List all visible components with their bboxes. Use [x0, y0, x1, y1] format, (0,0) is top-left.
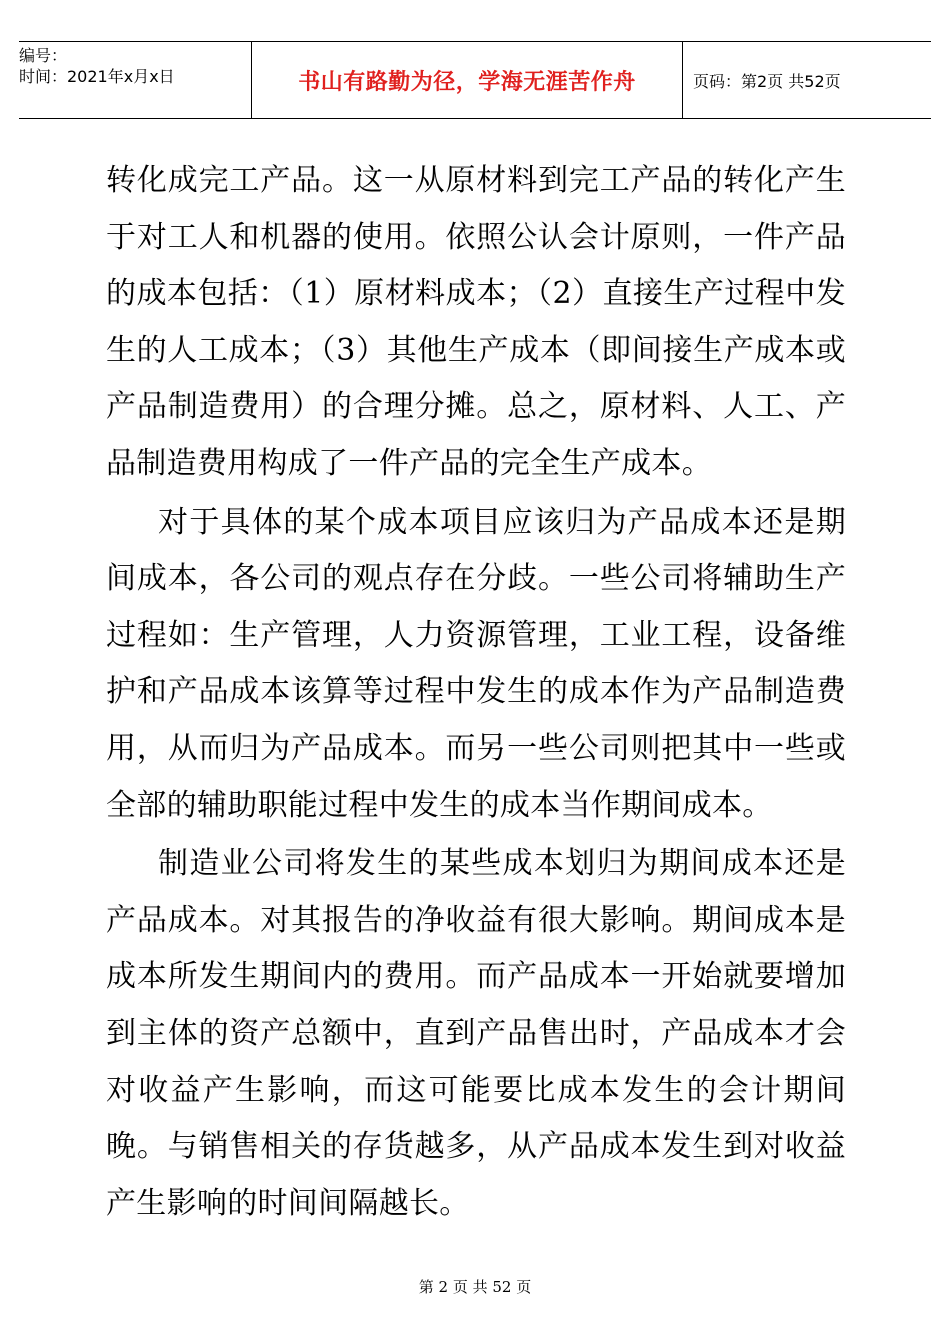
- body-paragraph: 转化成完工产品。这一从原材料到完工产品的转化产生于对工人和机器的使用。依照公认会计原则，一件产品的成本包括：（1）原材料成本；（2）直接生产过程中发生的人工成本；（3）其他生产成本（即间接生产成本或产品制造费用）的合理分摊。总之，原材料、人工、产品制造费用构成了一件产品的完全生产成本。: [106, 163, 846, 481]
- footer-page-number: 第 2 页 共 52 页: [418, 1278, 532, 1296]
- document-number-label: 编号：: [19, 46, 68, 65]
- header-page-info: 页码：第2页 共52页: [693, 71, 841, 91]
- body-paragraph: 对于具体的某个成本项目应该归为产品成本还是期间成本，各公司的观点存在分歧。一些公司将辅助生产过程如：生产管理，人力资源管理，工业工程，设备维护和产品成本该算等过程中发生的成本作为产品制造费用，从而归为产品成本。而另一些公司则把其中一些或全部的辅助职能过程中发生的成本当作期间成本。: [106, 504, 846, 823]
- document-time-label: 时间：2021年x月x日: [19, 67, 175, 86]
- header-meta-cell: [19, 42, 252, 118]
- page-footer: [0, 1276, 950, 1297]
- body-paragraph: 制造业公司将发生的某些成本划归为期间成本还是产品成本。对其报告的净收益有很大影响。期间成本是成本所发生期间内的费用。而产品成本一开始就要增加到主体的资产总额中，直到产品售出时，产品成本才会对收益产生影响，而这可能要比成本发生的会计期间晚。与销售相关的存货越多，从产品成本发生到对收益产生影响的时间间隔越长。: [106, 846, 846, 1221]
- header-motto: 书山有路勤为径，学海无涯苦作舟: [298, 69, 636, 95]
- header-page-cell: [683, 42, 931, 118]
- document-body: [106, 153, 846, 1232]
- header-motto-cell: [252, 42, 683, 118]
- page-header: [19, 41, 931, 119]
